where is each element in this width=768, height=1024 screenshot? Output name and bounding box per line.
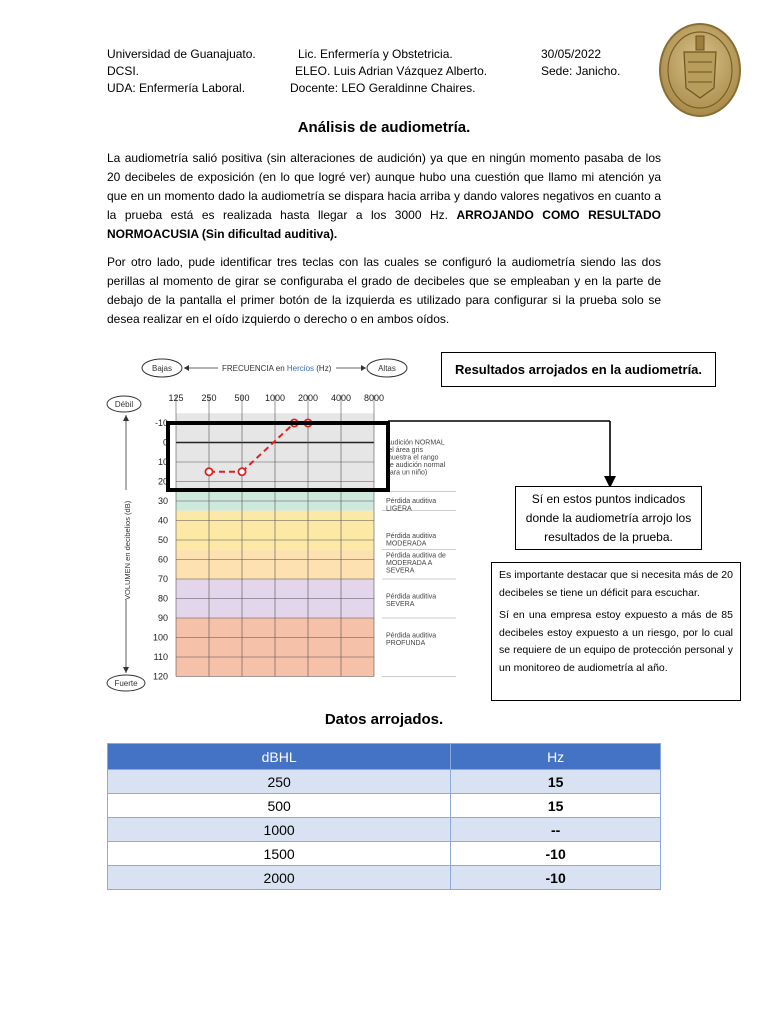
campus: Sede: Janicho. — [541, 64, 621, 78]
x-tick-label: 2000 — [297, 393, 319, 403]
table-cell: 1500 — [108, 842, 451, 866]
points-note: Sí en estos puntos indicados donde la audiometría arrojo los resultados de la prueba. — [525, 491, 692, 544]
data-point — [205, 468, 212, 475]
y-tick-label: 10 — [157, 457, 168, 467]
x-tick-label: 4000 — [330, 393, 352, 403]
header-col-1 — [107, 46, 256, 97]
university-name: Universidad de Guanajuato. — [107, 47, 256, 61]
teacher-name: Docente: LEO Geraldinne Chaires. — [290, 81, 476, 95]
legend-severa: Pérdida auditiva SEVERA — [386, 593, 437, 609]
table-cell: 15 — [451, 770, 661, 794]
table-row — [108, 866, 661, 890]
date: 30/05/2022 — [541, 47, 602, 61]
legend-moderada: Pérdida auditiva MODERADA — [386, 533, 437, 548]
y-tick-label: 90 — [157, 613, 168, 623]
legend-ligera: Pérdida auditiva LIGERA — [386, 498, 437, 513]
paragraph-1 — [107, 149, 661, 244]
data-point — [238, 468, 245, 475]
table-row — [108, 818, 661, 842]
connector-arrow — [388, 418, 618, 490]
results-title-box — [441, 352, 716, 387]
legend-normal: Audición NORMAL (el área gris muestra el rango de audición normal para un niño) — [386, 439, 446, 477]
header-col-2 — [290, 46, 487, 97]
y-arrowhead-down — [123, 667, 129, 673]
data-table — [107, 743, 661, 890]
table-cell: 1000 — [108, 818, 451, 842]
table-cell: -10 — [451, 866, 661, 890]
y-tick-label: 100 — [152, 632, 168, 643]
table-cell: 500 — [108, 794, 451, 818]
degree-name: Lic. Enfermería y Obstetricia. — [298, 47, 453, 61]
paragraph-1-text: La audiometría salió positiva (sin alteraciones de audición) ya que en ningún momento pasaba de los 20 decibeles de exposición (en lo que logré ver) aunque hubo una cuestión que llamo mi atención ya que en un momento dado la audiometría se dispara hacia arriba y dando valores negativos en cuanto a la prueba está es realizada hasta llegar a los 3000 Hz. — [107, 151, 661, 222]
y-tick-label: 110 — [153, 652, 168, 662]
y-tick-label: 50 — [157, 535, 168, 545]
university-seal — [658, 22, 742, 118]
table-title: Datos arrojados. — [324, 711, 444, 728]
x-tick-label: 1000 — [264, 393, 286, 403]
important-note-1: Es importante destacar que si necesita más de 20 decibeles se tiene un déficit para escuchar. — [499, 569, 733, 599]
right-arrowhead — [361, 365, 366, 371]
table-cell: 2000 — [108, 866, 451, 890]
y-tick-label: 0 — [162, 437, 168, 448]
x-tick-label: 500 — [234, 393, 250, 403]
bajas-label: Bajas — [151, 364, 173, 373]
paragraph-1-result: ARROJANDO COMO RESULTADO NORMOACUSIA (Sin dificultad auditiva). — [107, 208, 661, 241]
x-tick-label: 250 — [201, 393, 217, 403]
header-col-3 — [541, 46, 620, 80]
altas-label: Altas — [378, 364, 396, 373]
course-name: UDA: Enfermería Laboral. — [107, 81, 246, 95]
table-cell: 15 — [451, 794, 661, 818]
y-tick-label: 20 — [157, 476, 168, 487]
header-hz: Hz — [451, 744, 661, 770]
y-tick-label: 40 — [157, 515, 168, 526]
legend-profunda: Pérdida auditiva PROFUNDA — [386, 632, 437, 648]
table-row — [108, 794, 661, 818]
frequency-header — [142, 359, 407, 377]
table-cell: -- — [451, 818, 661, 842]
results-title: Resultados arrojados en la audiometría. — [454, 362, 703, 377]
y-tick-label: 80 — [157, 593, 168, 604]
paragraph-2: Por otro lado, pude identificar tres teclas con las cuales se configuró la audiometría siendo las dos perillas al momento de girar se configuraba el grado de decibeles que se empleaban y en la parte de debajo de la pantalla el primer botón de la izquierda es utilizado para configurar si la prueba solo se desea realizar en el oído izquierdo o derecho o en ambos oídos. — [107, 255, 661, 326]
audiogram-chart — [100, 355, 490, 695]
student-name: ELEO. Luis Adrian Vázquez Alberto. — [295, 64, 488, 78]
legend-moderada-severa: Pérdida auditiva de MODERADA A SEVERA — [386, 552, 446, 575]
y-tick-labels — [153, 418, 168, 682]
points-note-box — [515, 486, 702, 550]
header-dbhl: dBHL — [108, 744, 451, 770]
important-note-2: Sí en una empresa estoy expuesto a más de 85 decibeles estoy expuesto a un riesgo, por lo cual se requiere de un equipo de protección personal y un monitoreo de audiometría al año. — [499, 609, 733, 674]
table-row — [108, 842, 661, 866]
important-note-box — [491, 562, 741, 701]
frequency-title: FRECUENCIA en Hercios (Hz) — [222, 364, 332, 373]
y-tick-label: 120 — [152, 671, 168, 682]
y-tick-label: 30 — [157, 496, 168, 506]
division-name: DCSI. — [107, 64, 140, 78]
fuerte-label: Fuerte — [114, 679, 138, 688]
x-tick-label: 8000 — [363, 393, 385, 403]
table-row — [108, 770, 661, 794]
y-axis-title: VOLUMEN en decibelios (dB) — [123, 500, 132, 600]
page-title: Análisis de audiometría. — [297, 119, 471, 136]
table-header-row — [108, 744, 661, 770]
x-tick-label: 125 — [168, 393, 184, 403]
left-arrowhead — [184, 365, 189, 371]
y-arrowhead-up — [123, 415, 129, 421]
x-tick-labels — [168, 393, 384, 403]
debil-label: Débil — [114, 400, 134, 409]
y-tick-label: -10 — [154, 418, 168, 428]
table-cell: -10 — [451, 842, 661, 866]
y-tick-label: 60 — [157, 554, 168, 565]
table-cell: 250 — [108, 770, 451, 794]
y-tick-label: 70 — [157, 574, 168, 584]
